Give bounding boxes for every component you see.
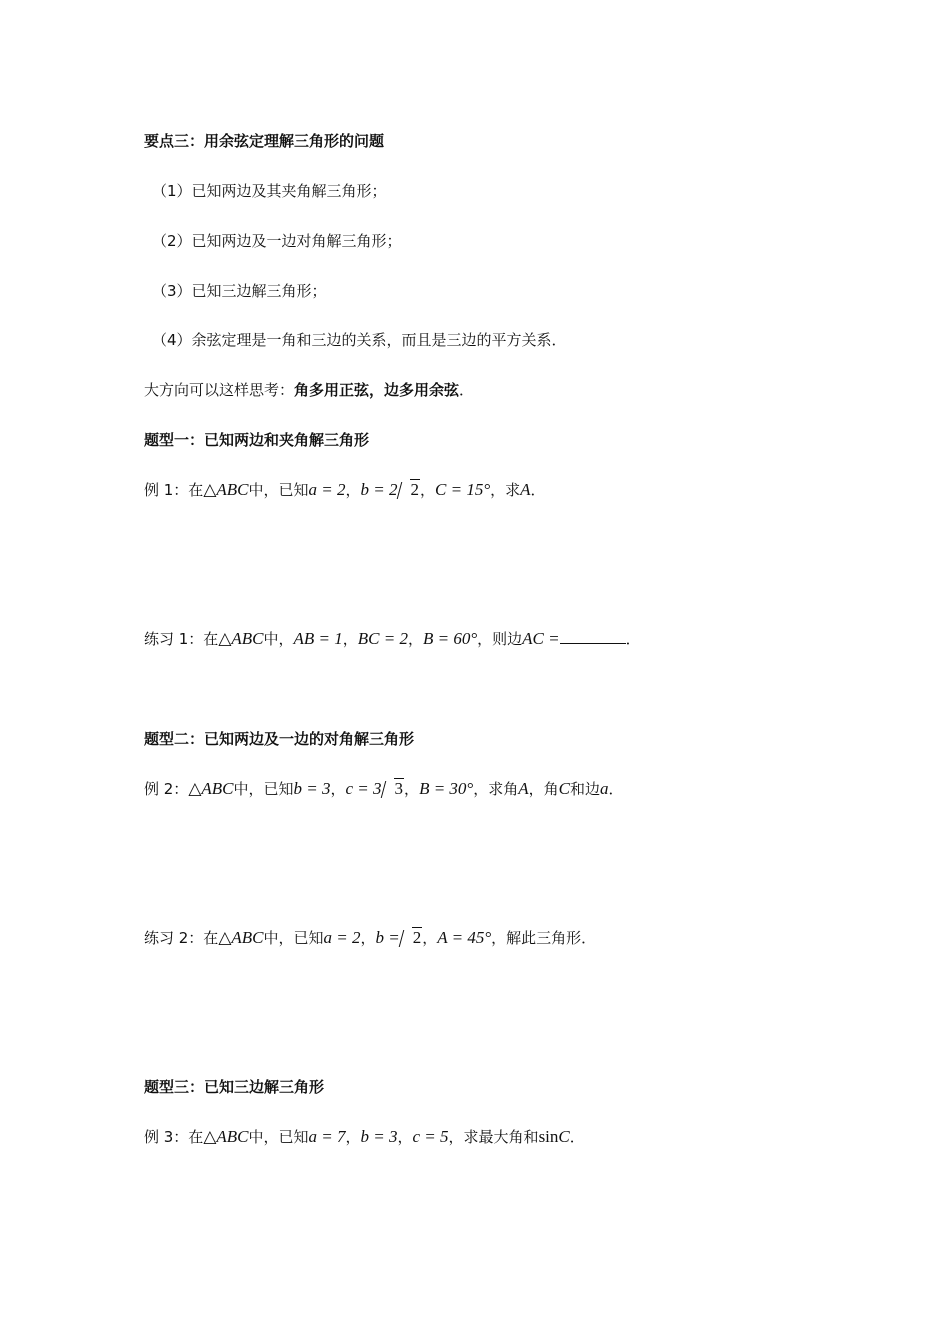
text: 中，已知 — [248, 1128, 309, 1146]
sqrt-radicand: 3 — [394, 779, 404, 798]
sin-function: sin — [538, 1127, 559, 1146]
example-1 — [144, 480, 546, 500]
example-1-label: 例 1：在 — [144, 481, 204, 499]
equation: b = 2 — [360, 480, 398, 499]
triangle-symbol: △ — [218, 928, 232, 948]
equation: b = — [375, 928, 400, 947]
triangle-name: ABC — [216, 1127, 249, 1146]
type2-heading: 题型二：已知两边及一边的对角解三角形 — [144, 730, 415, 748]
answer-blank[interactable] — [560, 629, 626, 644]
triangle-name: ABC — [231, 928, 264, 947]
example-2 — [144, 779, 624, 799]
text: 中， — [263, 630, 294, 648]
triangle-symbol: △ — [188, 779, 202, 799]
example-2-label: 例 2： — [144, 780, 189, 798]
target-variable: C — [558, 1127, 570, 1146]
triangle-name: ABC — [201, 779, 234, 798]
type1-heading: 题型一：已知两边和夹角解三角形 — [144, 431, 370, 449]
equation: AB = 1 — [293, 629, 343, 648]
text: ，求 — [490, 481, 521, 499]
example-3-label: 例 3：在 — [144, 1128, 204, 1146]
point-1: （1）已知两边及其夹角解三角形； — [152, 182, 387, 200]
equation: a = 2 — [308, 480, 346, 499]
target-variable: A — [518, 779, 529, 798]
equation: a = 7 — [308, 1127, 346, 1146]
direction-bold: 角多用正弦，边多用余弦 — [294, 381, 460, 399]
triangle-name: ABC — [216, 480, 249, 499]
text: ，解此三角形． — [491, 929, 597, 947]
target-variable: A — [520, 480, 531, 499]
separator: ， — [407, 630, 423, 648]
triangle-symbol: △ — [203, 1127, 217, 1147]
direction-line — [144, 380, 474, 400]
triangle-symbol: △ — [203, 480, 217, 500]
equation: C = 15° — [435, 480, 491, 499]
equation: a = 2 — [323, 928, 361, 947]
target-variable: C — [558, 779, 570, 798]
separator: ， — [404, 780, 420, 798]
equation: BC = 2 — [357, 629, 408, 648]
equation: B = 60° — [423, 629, 478, 648]
equation: b = 3 — [293, 779, 331, 798]
example-3 — [144, 1127, 585, 1147]
direction-prefix: 大方向可以这样思考： — [144, 381, 295, 399]
point-2: （2）已知两边及一边对角解三角形； — [152, 232, 402, 250]
sqrt-radicand: 2 — [412, 928, 422, 947]
triangle-symbol: △ — [218, 629, 232, 649]
equation: B = 30° — [419, 779, 474, 798]
equation: c = 3 — [345, 779, 382, 798]
text: ． — [625, 630, 641, 648]
point-3: （3）已知三边解三角形； — [152, 282, 327, 300]
text: ，角 — [528, 780, 559, 798]
text: 中，已知 — [263, 929, 324, 947]
triangle-name: ABC — [231, 629, 264, 648]
text: ． — [608, 780, 624, 798]
direction-suffix: ． — [459, 381, 475, 399]
practice-2 — [144, 928, 596, 948]
text: ． — [569, 1128, 585, 1146]
separator: ， — [422, 929, 438, 947]
text: ． — [530, 481, 546, 499]
point-4: （4）余弦定理是一角和三边的关系，而且是三边的平方关系． — [152, 331, 567, 349]
text: 和边 — [569, 780, 600, 798]
practice-1 — [144, 629, 641, 649]
separator: ， — [345, 481, 361, 499]
separator: ， — [360, 929, 376, 947]
sqrt-radicand: 2 — [410, 480, 419, 499]
text: ，求角 — [473, 780, 519, 798]
equation: c = 5 — [412, 1127, 449, 1146]
target-variable: AC = — [522, 629, 560, 648]
sqrt-symbol — [399, 480, 421, 500]
equation: b = 3 — [360, 1127, 398, 1146]
separator: ， — [420, 481, 436, 499]
target-variable: a — [600, 779, 609, 798]
separator: ， — [342, 630, 358, 648]
separator: ， — [330, 780, 346, 798]
section-heading: 要点三：用余弦定理解三角形的问题 — [144, 132, 385, 150]
text: ，求最大角和 — [448, 1128, 539, 1146]
type3-heading: 题型三：已知三边解三角形 — [144, 1078, 325, 1096]
practice-2-label: 练习 2：在 — [144, 929, 219, 947]
text: 中，已知 — [248, 481, 309, 499]
equation: A = 45° — [437, 928, 492, 947]
separator: ， — [345, 1128, 361, 1146]
text: 中，已知 — [233, 780, 294, 798]
sqrt-symbol — [401, 928, 423, 948]
text: ，则边 — [477, 630, 523, 648]
sqrt-symbol — [383, 779, 405, 799]
separator: ， — [397, 1128, 413, 1146]
practice-1-label: 练习 1：在 — [144, 630, 219, 648]
